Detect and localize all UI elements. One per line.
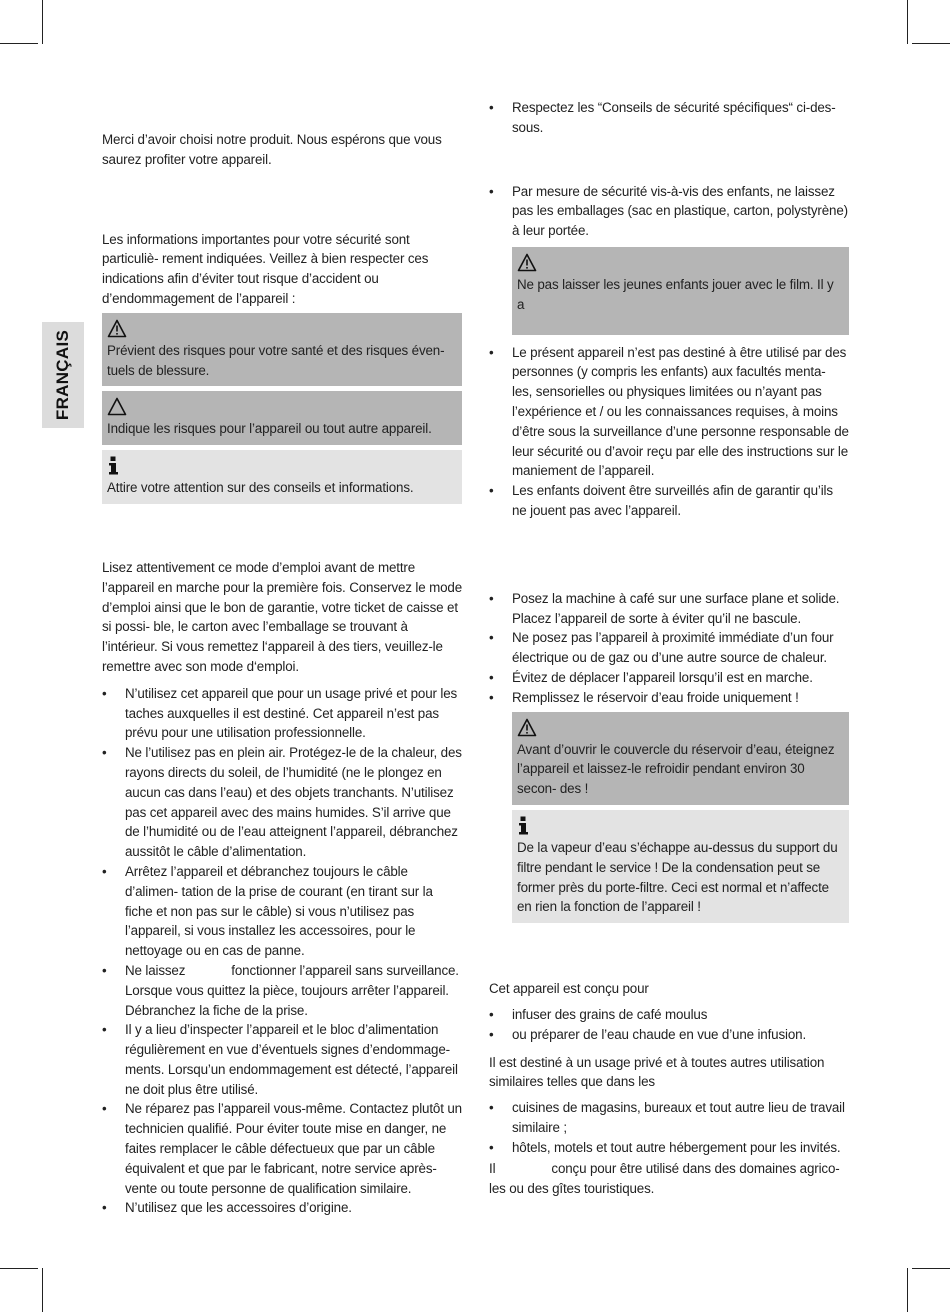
language-tab bbox=[42, 322, 84, 428]
crop-mark bbox=[912, 43, 950, 44]
list-item: • Posez la machine à café sur une surface plane et solide. Placez l’appareil de sorte à éviter qu’il ne bascule. bbox=[489, 589, 849, 629]
film-warning-text: Ne pas laisser les jeunes enfants jouer avec le film. Il y a bbox=[517, 276, 834, 312]
reservoir-warning-text: Avant d’ouvrir le couvercle du réservoir d’eau, éteignez l’appareil et laissez-le refroidir pendant environ 30 secon- des ! bbox=[517, 741, 835, 797]
list-item-text: fonctionner l’appareil sans surveillance. Lorsque vous quittez la pièce, toujours arrêter l’appareil. Débranchez la fiche de la prise. bbox=[125, 962, 459, 1018]
machine-list bbox=[489, 589, 849, 708]
list-item: • Respectez les “Conseils de sécurité spécifiques“ ci-des- sous. bbox=[489, 98, 849, 138]
list-item: • N’utilisez que les accessoires d’origine. bbox=[102, 1198, 462, 1218]
final-prefix: Il bbox=[489, 1161, 496, 1177]
general-paragraph: Lisez attentivement ce mode d’emploi avant de mettre l’appareil en marche pour la première fois. Conservez le mode d’emploi ainsi que le bon de garantie, votre ticket de caisse et si possi- ble, le carton avec l’emballage se trouvant à l’intérieur. Si vous remettez l‘appareil à des tiers, veuillez-le remettre avec son mode d‘emploi. bbox=[102, 559, 463, 674]
list-item bbox=[102, 961, 462, 1020]
info-icon bbox=[517, 816, 841, 838]
list-item: • infuser des grains de café moulus bbox=[489, 1005, 849, 1025]
specific-advice-list bbox=[489, 98, 849, 138]
private-intro: Il est destiné à un usage privé et à toutes autres utilisation similaires telles que dans les bbox=[489, 1054, 825, 1090]
warning-triangle-icon bbox=[107, 319, 454, 341]
warning-text: Prévient des risques pour votre santé et des risques éven- tuels de blessure. bbox=[107, 342, 445, 378]
crop-mark bbox=[42, 0, 43, 44]
vapeur-info-box bbox=[512, 810, 849, 923]
general-safety-list bbox=[102, 684, 462, 1219]
list-item: • Remplissez le réservoir d’eau froide uniquement ! bbox=[489, 688, 849, 708]
usage-intro: Cet appareil est conçu pour bbox=[489, 981, 649, 997]
list-item: • Le présent appareil n’est pas destiné à être utilisé par des personnes (y compris les enfants) aux facultés menta- les, sensorielles ou physiques limitées ou n’ayant pas l’expérience et / ou les connaissances requises, à moins d’être sous la surveillance d’une personne responsable de leur sécurité ou d’avoir reçu par elle des instructions sur le maniement de l’appareil. bbox=[489, 343, 849, 482]
children-list-2 bbox=[489, 343, 849, 521]
list-item: • N’utilisez cet appareil que pour un usage privé et pour les taches auxquelles il est destiné. Cet appareil n’est pas prévu pour une utilisation professionnelle. bbox=[102, 684, 462, 743]
list-item: • Les enfants doivent être surveillés afin de garantir qu’ils ne jouent pas avec l’appareil. bbox=[489, 481, 849, 521]
crop-mark bbox=[42, 1268, 43, 1312]
list-item: • Ne posez pas l’appareil à proximité immédiate d’un four électrique ou de gaz ou d’une autre source de chaleur. bbox=[489, 628, 849, 668]
intro-paragraph: Merci d’avoir choisi notre produit. Nous espérons que vous saurez profiter votre appareil. bbox=[102, 132, 442, 167]
warning-box bbox=[102, 313, 462, 387]
crop-mark bbox=[912, 1268, 950, 1269]
list-item: • ou préparer de l’eau chaude en vue d’une infusion. bbox=[489, 1025, 849, 1045]
private-list bbox=[489, 1098, 849, 1157]
caution-text: Indique les risques pour l’appareil ou tout autre appareil. bbox=[107, 421, 432, 437]
crop-mark bbox=[907, 0, 908, 44]
film-warning-box bbox=[512, 247, 849, 335]
reservoir-warning-box bbox=[512, 712, 849, 805]
warning-triangle-icon bbox=[517, 718, 841, 740]
list-item: • cuisines de magasins, bureaux et tout autre lieu de travail similaire ; bbox=[489, 1098, 849, 1138]
final-text: conçu pour être utilisé dans des domaines agrico- les ou des gîtes touristiques. bbox=[489, 1161, 840, 1197]
list-item: • Ne l’utilisez pas en plein air. Protégez-le de la chaleur, des rayons directs du soleil, de l’humidité (ne le plongez en aucun cas dans l’eau) et des objets tranchants. N’utilisez pas cet appareil avec des mains humides. S’il arrive que de l’humidité ou de l’eau atteignent l’appareil, débranchez aussitôt le câble d’alimentation. bbox=[102, 743, 462, 862]
info-icon bbox=[107, 456, 454, 478]
crop-mark bbox=[0, 1268, 38, 1269]
vapeur-info-text: De la vapeur d’eau s’échappe au-dessus du support du filtre pendant le service ! De la condensation peut se former près du porte-filtre. Ceci est normal et n’affecte en rien la fonction de l’appareil ! bbox=[517, 839, 838, 915]
crop-mark bbox=[907, 1268, 908, 1312]
crop-mark bbox=[0, 43, 38, 44]
left-column bbox=[102, 130, 462, 1218]
warning-triangle-icon bbox=[517, 253, 841, 275]
language-label: FRANÇAIS bbox=[53, 329, 72, 421]
safety-intro-paragraph: Les informations importantes pour votre sécurité sont particuliè- rement indiquées. Veillez à bien respecter ces indications afin d’éviter tout risque d’accident ou d’endommagement de l’appareil : bbox=[102, 231, 429, 306]
list-item-prefix: Ne laissez bbox=[125, 962, 186, 978]
list-item: • Il y a lieu d’inspecter l’appareil et le bloc d’alimentation régulièrement en vue d’éventuels signes d’endommage- ments. Lorsqu’un endommagement est détecté, l’appareil ne doit plus être utilisé. bbox=[102, 1020, 462, 1099]
list-item: • Évitez de déplacer l’appareil lorsqu’il est en marche. bbox=[489, 668, 849, 688]
caution-box bbox=[102, 391, 462, 445]
list-item: • hôtels, motels et tout autre hébergement pour les invités. bbox=[489, 1138, 849, 1158]
right-column bbox=[489, 98, 849, 1199]
caution-triangle-icon bbox=[107, 397, 454, 419]
info-text: Attire votre attention sur des conseils et informations. bbox=[107, 480, 414, 496]
usage-list bbox=[489, 1005, 849, 1045]
info-box bbox=[102, 450, 462, 504]
list-item: • Par mesure de sécurité vis-à-vis des enfants, ne laissez pas les emballages (sac en plastique, carton, polystyrène) à leur portée. bbox=[489, 182, 849, 241]
list-item: • Ne réparez pas l’appareil vous-même. Contactez plutôt un technicien qualifié. Pour éviter toute mise en danger, ne faites remplacer le câble défectueux que par un câble équivalent et que par le fabricant, notre service après-vente ou toute personne de qualification similaire. bbox=[102, 1099, 462, 1198]
children-list bbox=[489, 182, 849, 241]
list-item: • Arrêtez l’appareil et débranchez toujours le câble d’alimen- tation de la prise de courant (en tirant sur la fiche et non pas sur le câble) si vous n’utilisez pas l’appareil, si vous installez les accessoires, pour le nettoyage ou en cas de panne. bbox=[102, 862, 462, 961]
final-paragraph bbox=[489, 1159, 849, 1199]
